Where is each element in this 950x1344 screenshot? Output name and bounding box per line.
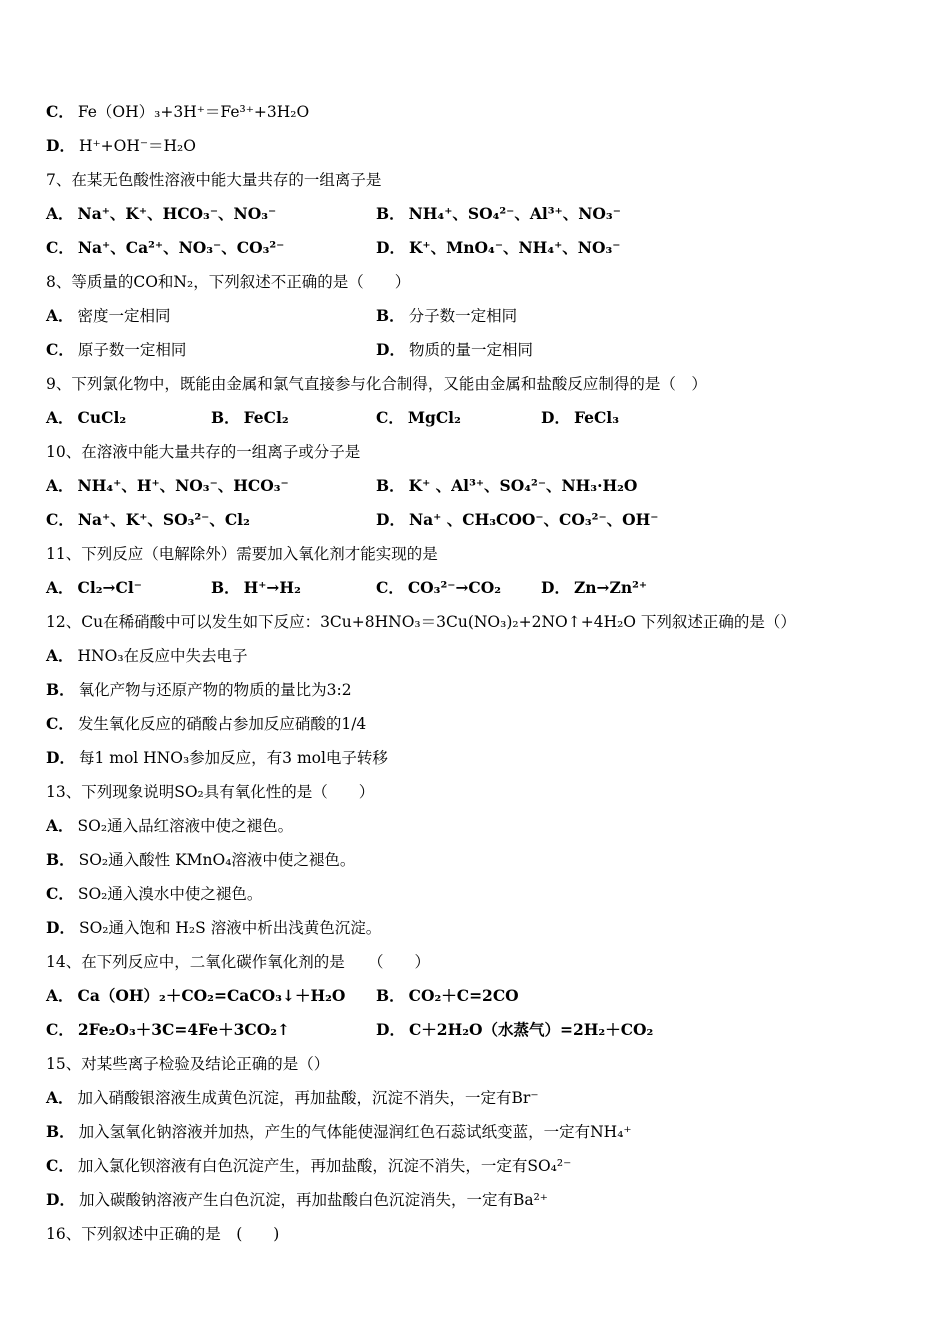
option-text: MgCl₂ bbox=[407, 408, 461, 427]
option-text: HNO₃在反应中失去电子 bbox=[77, 647, 248, 665]
option-text: SO₂通入溴水中使之褪色。 bbox=[77, 885, 263, 903]
option-text: 物质的量一定相同 bbox=[408, 341, 533, 359]
q12-option-c bbox=[46, 714, 366, 734]
option-text: 加入碳酸钠溶液产生白色沉淀，再加盐酸白色沉淀消失，一定有Ba²⁺ bbox=[78, 1191, 548, 1209]
option-text: H⁺→H₂ bbox=[243, 578, 301, 597]
option-label: C． bbox=[46, 102, 74, 121]
q8-row-cd bbox=[46, 340, 533, 360]
option-text: FeCl₃ bbox=[573, 408, 619, 427]
q8-stem: 8、等质量的CO和N₂，下列叙述不正确的是（ ） bbox=[46, 273, 411, 291]
option-label: D． bbox=[376, 510, 405, 529]
option-label: C． bbox=[46, 510, 74, 529]
option-text: 每1 mol HNO₃参加反应，有3 mol电子转移 bbox=[78, 749, 388, 767]
q6-option-d bbox=[46, 136, 196, 156]
option-label: A． bbox=[46, 204, 74, 223]
option-label: A． bbox=[46, 646, 74, 665]
q10-stem: 10、在溶液中能大量共存的一组离子或分子是 bbox=[46, 443, 361, 461]
q14-option-c bbox=[46, 1020, 376, 1040]
q15-option-c bbox=[46, 1156, 571, 1176]
option-text: K⁺ 、Al³⁺、SO₄²⁻、NH₃·H₂O bbox=[408, 476, 638, 495]
option-text: SO₂通入饱和 H₂S 溶液中析出浅黄色沉淀。 bbox=[78, 919, 382, 937]
option-label: A． bbox=[46, 306, 74, 325]
q13-option-c bbox=[46, 884, 262, 904]
q14-option-d bbox=[376, 1020, 653, 1040]
q9-option-d bbox=[541, 408, 619, 428]
option-label: D． bbox=[541, 408, 570, 427]
q7-option-a bbox=[46, 204, 376, 224]
option-text: 密度一定相同 bbox=[77, 307, 171, 325]
q10-option-b bbox=[376, 476, 637, 496]
q15-option-b bbox=[46, 1122, 632, 1142]
option-label: B． bbox=[46, 1122, 75, 1141]
option-label: A． bbox=[46, 408, 74, 427]
option-label: A． bbox=[46, 986, 74, 1005]
q7-option-c bbox=[46, 238, 376, 258]
q11-options bbox=[46, 578, 647, 598]
option-label: C． bbox=[46, 884, 74, 903]
q9-options bbox=[46, 408, 619, 428]
option-text: CuCl₂ bbox=[77, 408, 127, 427]
option-label: A． bbox=[46, 1088, 74, 1107]
option-label: A． bbox=[46, 816, 74, 835]
option-label: D． bbox=[46, 136, 75, 155]
option-label: D． bbox=[376, 340, 405, 359]
q13-option-a bbox=[46, 816, 293, 836]
option-label: A． bbox=[46, 476, 74, 495]
q9-option-b bbox=[211, 408, 376, 428]
option-text: 发生氧化反应的硝酸占参加反应硝酸的1/4 bbox=[77, 715, 367, 733]
option-label: D． bbox=[376, 238, 405, 257]
option-text: CO₃²⁻→CO₂ bbox=[407, 578, 502, 597]
option-label: B． bbox=[46, 680, 75, 699]
option-label: C． bbox=[46, 1020, 74, 1039]
option-text: 加入氯化钡溶液有白色沉淀产生，再加盐酸，沉淀不消失，一定有SO₄²⁻ bbox=[77, 1157, 572, 1175]
option-label: D． bbox=[46, 918, 75, 937]
q10-option-d bbox=[376, 510, 658, 530]
option-label: C． bbox=[46, 238, 74, 257]
option-label: C． bbox=[376, 408, 404, 427]
option-label: C． bbox=[46, 340, 74, 359]
option-label: A． bbox=[46, 578, 74, 597]
q11-stem: 11、下列反应（电解除外）需要加入氧化剂才能实现的是 bbox=[46, 545, 438, 563]
option-text: 加入硝酸银溶液生成黄色沉淀，再加盐酸，沉淀不消失，一定有Br⁻ bbox=[77, 1089, 539, 1107]
option-text: C＋2H₂O（水蒸气）=2H₂＋CO₂ bbox=[408, 1020, 654, 1039]
option-text: SO₂通入酸性 KMnO₄溶液中使之褪色。 bbox=[78, 851, 356, 869]
option-text: 2Fe₂O₃＋3C=4Fe＋3CO₂↑ bbox=[77, 1020, 291, 1039]
option-label: C． bbox=[46, 714, 74, 733]
q16-stem: 16、下列叙述中正确的是 ( ) bbox=[46, 1225, 280, 1243]
option-label: B． bbox=[46, 850, 75, 869]
option-text: CO₂＋C=2CO bbox=[408, 986, 519, 1005]
q14-row-cd bbox=[46, 1020, 653, 1040]
option-text: 氧化产物与还原产物的物质的量比为3:2 bbox=[78, 681, 352, 699]
option-text: Fe（OH）₃+3H⁺＝Fe³⁺+3H₂O bbox=[77, 103, 310, 121]
q11-option-a bbox=[46, 578, 211, 598]
q15-option-d bbox=[46, 1190, 548, 1210]
q7-row-ab bbox=[46, 204, 621, 224]
option-text: NH₄⁺、H⁺、NO₃⁻、HCO₃⁻ bbox=[77, 476, 289, 495]
q15-option-a bbox=[46, 1088, 539, 1108]
q10-option-c bbox=[46, 510, 376, 530]
option-text: K⁺、MnO₄⁻、NH₄⁺、NO₃⁻ bbox=[408, 238, 621, 257]
q6-option-c bbox=[46, 102, 309, 122]
q7-row-cd bbox=[46, 238, 620, 258]
q12-stem: 12、Cu在稀硝酸中可以发生如下反应：3Cu+8HNO₃＝3Cu(NO₃)₂+2NO↑+4H₂O 下列叙述正确的是（） bbox=[46, 613, 796, 631]
option-label: C． bbox=[376, 578, 404, 597]
q9-option-a bbox=[46, 408, 211, 428]
option-text: 加入氢氧化钠溶液并加热，产生的气体能使湿润红色石蕊试纸变蓝，一定有NH₄⁺ bbox=[78, 1123, 632, 1141]
option-label: B． bbox=[376, 476, 405, 495]
option-text: Na⁺ 、CH₃COO⁻、CO₃²⁻、OH⁻ bbox=[408, 510, 659, 529]
q13-option-b bbox=[46, 850, 355, 870]
option-text: Na⁺、K⁺、SO₃²⁻、Cl₂ bbox=[77, 510, 250, 529]
option-text: Cl₂→Cl⁻ bbox=[77, 578, 142, 597]
option-label: D． bbox=[541, 578, 570, 597]
q9-stem: 9、下列氯化物中，既能由金属和氯气直接参与化合制得，又能由金属和盐酸反应制得的是（ ） bbox=[46, 375, 707, 393]
q12-option-b bbox=[46, 680, 352, 700]
option-label: B． bbox=[211, 408, 240, 427]
option-label: B． bbox=[376, 204, 405, 223]
option-label: B． bbox=[376, 986, 405, 1005]
q10-option-a bbox=[46, 476, 376, 496]
q8-option-d bbox=[376, 340, 533, 360]
q11-option-d bbox=[541, 578, 647, 598]
option-text: FeCl₂ bbox=[243, 408, 289, 427]
option-text: Ca（OH）₂＋CO₂=CaCO₃↓＋H₂O bbox=[77, 986, 346, 1005]
option-label: D． bbox=[46, 1190, 75, 1209]
q11-option-b bbox=[211, 578, 376, 598]
q8-row-ab bbox=[46, 306, 517, 326]
option-text: H⁺+OH⁻＝H₂O bbox=[78, 137, 196, 155]
q15-stem: 15、对某些离子检验及结论正确的是（） bbox=[46, 1055, 330, 1073]
option-text: Na⁺、Ca²⁺、NO₃⁻、CO₃²⁻ bbox=[77, 238, 285, 257]
q9-option-c bbox=[376, 408, 541, 428]
q14-stem: 14、在下列反应中，二氧化碳作氧化剂的是 （ ） bbox=[46, 953, 430, 971]
option-text: Na⁺、K⁺、HCO₃⁻、NO₃⁻ bbox=[77, 204, 277, 223]
q13-stem: 13、下列现象说明SO₂具有氧化性的是（ ） bbox=[46, 783, 375, 801]
option-text: 分子数一定相同 bbox=[408, 307, 518, 325]
q13-option-d bbox=[46, 918, 381, 938]
q10-row-cd bbox=[46, 510, 658, 530]
q7-option-b bbox=[376, 204, 621, 224]
option-text: Zn→Zn²⁺ bbox=[573, 578, 648, 597]
q8-option-c bbox=[46, 340, 376, 360]
q7-option-d bbox=[376, 238, 620, 258]
option-text: NH₄⁺、SO₄²⁻、Al³⁺、NO₃⁻ bbox=[408, 204, 621, 223]
q14-option-b bbox=[376, 986, 519, 1006]
q8-option-b bbox=[376, 306, 517, 326]
q14-row-ab bbox=[46, 986, 519, 1006]
q10-row-ab bbox=[46, 476, 637, 496]
q8-option-a bbox=[46, 306, 376, 326]
q7-stem: 7、在某无色酸性溶液中能大量共存的一组离子是 bbox=[46, 171, 382, 189]
q12-option-d bbox=[46, 748, 388, 768]
option-label: B． bbox=[376, 306, 405, 325]
option-label: D． bbox=[376, 1020, 405, 1039]
option-label: D． bbox=[46, 748, 75, 767]
option-label: C． bbox=[46, 1156, 74, 1175]
option-label: B． bbox=[211, 578, 240, 597]
q12-option-a bbox=[46, 646, 248, 666]
q14-option-a bbox=[46, 986, 376, 1006]
option-text: 原子数一定相同 bbox=[77, 341, 187, 359]
option-text: SO₂通入品红溶液中使之褪色。 bbox=[77, 817, 294, 835]
q11-option-c bbox=[376, 578, 541, 598]
